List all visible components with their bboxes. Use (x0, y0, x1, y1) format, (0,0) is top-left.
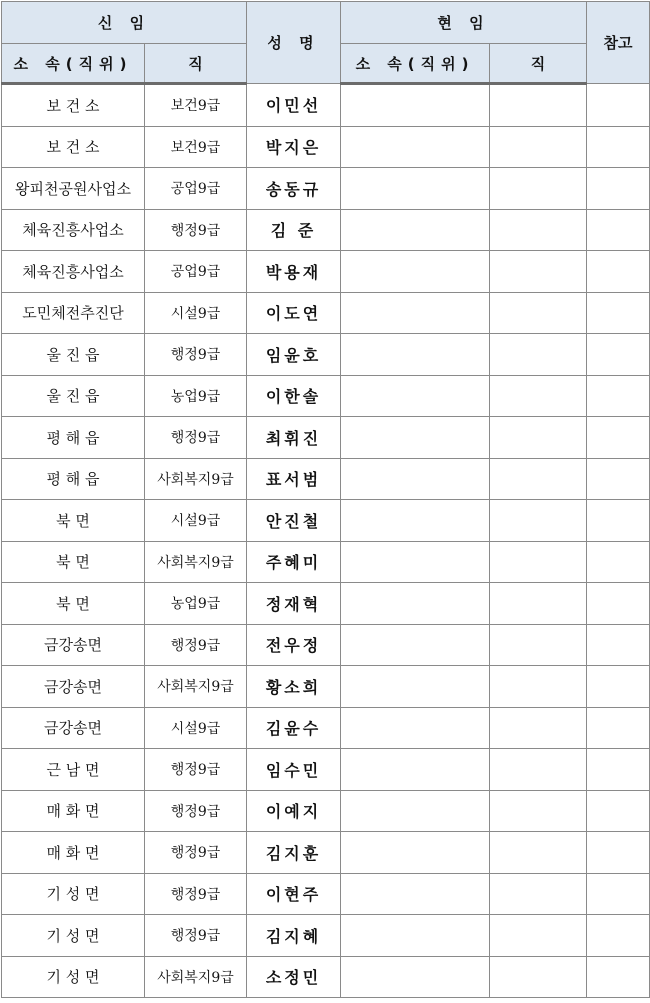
new-grade-cell: 사회복지9급 (145, 458, 247, 500)
current-affiliation-cell (341, 749, 490, 791)
note-cell (587, 334, 650, 376)
person-name-cell: 임수민 (247, 749, 341, 791)
new-affiliation-cell: 기 성 면 (2, 915, 145, 957)
table-row (2, 541, 650, 583)
note-cell (587, 500, 650, 542)
current-affiliation-cell (341, 292, 490, 334)
person-name-cell: 전우정 (247, 624, 341, 666)
new-grade-cell: 공업9급 (145, 168, 247, 210)
note-cell (587, 707, 650, 749)
note-cell (587, 583, 650, 625)
table-row (2, 209, 650, 251)
new-grade-cell: 사회복지9급 (145, 541, 247, 583)
table-row (2, 292, 650, 334)
person-name-cell: 이현주 (247, 873, 341, 915)
current-grade-cell (490, 168, 587, 210)
new-affiliation-cell: 보 건 소 (2, 126, 145, 168)
note-cell (587, 666, 650, 708)
current-affiliation-cell (341, 84, 490, 127)
table-row (2, 624, 650, 666)
current-affiliation-cell (341, 541, 490, 583)
note-cell (587, 541, 650, 583)
current-affiliation-cell (341, 168, 490, 210)
new-affiliation-cell: 왕피천공원사업소 (2, 168, 145, 210)
current-grade-cell (490, 209, 587, 251)
current-affiliation-cell (341, 458, 490, 500)
current-affiliation-cell (341, 956, 490, 998)
new-grade-cell: 사회복지9급 (145, 666, 247, 708)
person-name-cell: 박지은 (247, 126, 341, 168)
note-cell (587, 168, 650, 210)
current-grade-cell (490, 334, 587, 376)
table-row (2, 832, 650, 874)
table-row (2, 84, 650, 127)
person-name-cell: 임윤호 (247, 334, 341, 376)
new-affiliation-cell: 울 진 읍 (2, 375, 145, 417)
new-grade-cell: 농업9급 (145, 583, 247, 625)
new-affiliation-cell: 금강송면 (2, 624, 145, 666)
current-grade-cell (490, 417, 587, 459)
note-cell (587, 624, 650, 666)
current-grade-cell (490, 624, 587, 666)
current-grade-cell (490, 873, 587, 915)
note-cell (587, 956, 650, 998)
current-affiliation-cell (341, 417, 490, 459)
current-grade-cell (490, 666, 587, 708)
current-grade-header: 직 (490, 44, 587, 84)
new-affiliation-cell: 금강송면 (2, 707, 145, 749)
header-row-top (2, 2, 650, 44)
appointment-table (1, 1, 650, 998)
note-header: 참고 (587, 2, 650, 84)
note-cell (587, 832, 650, 874)
current-affiliation-cell (341, 666, 490, 708)
note-cell (587, 292, 650, 334)
new-grade-cell: 공업9급 (145, 251, 247, 293)
new-affiliation-cell: 매 화 면 (2, 832, 145, 874)
current-affiliation-cell (341, 790, 490, 832)
new-affiliation-header: 소 속(직위) (2, 44, 145, 84)
new-affiliation-cell: 북 면 (2, 541, 145, 583)
new-affiliation-cell: 기 성 면 (2, 956, 145, 998)
current-grade-cell (490, 832, 587, 874)
current-affiliation-cell (341, 500, 490, 542)
new-grade-cell: 시설9급 (145, 292, 247, 334)
table-row (2, 375, 650, 417)
current-grade-cell (490, 126, 587, 168)
table-row (2, 583, 650, 625)
new-affiliation-cell: 도민체전추진단 (2, 292, 145, 334)
new-grade-cell: 행정9급 (145, 915, 247, 957)
current-grade-cell (490, 458, 587, 500)
current-affiliation-header: 소 속(직위) (341, 44, 490, 84)
current-grade-cell (490, 541, 587, 583)
person-name-cell: 주혜미 (247, 541, 341, 583)
current-grade-cell (490, 749, 587, 791)
table-row (2, 707, 650, 749)
new-grade-cell: 행정9급 (145, 417, 247, 459)
new-affiliation-cell: 북 면 (2, 583, 145, 625)
current-affiliation-cell (341, 707, 490, 749)
table-body (2, 84, 650, 998)
new-grade-cell: 행정9급 (145, 873, 247, 915)
current-affiliation-cell (341, 375, 490, 417)
note-cell (587, 417, 650, 459)
note-cell (587, 126, 650, 168)
new-affiliation-cell: 보 건 소 (2, 84, 145, 127)
new-grade-cell: 행정9급 (145, 790, 247, 832)
current-grade-cell (490, 84, 587, 127)
current-affiliation-cell (341, 126, 490, 168)
current-grade-cell (490, 583, 587, 625)
new-affiliation-cell: 평 해 읍 (2, 417, 145, 459)
new-grade-cell: 시설9급 (145, 500, 247, 542)
new-affiliation-cell: 북 면 (2, 500, 145, 542)
current-grade-cell (490, 292, 587, 334)
person-name-cell: 최휘진 (247, 417, 341, 459)
table-row (2, 749, 650, 791)
current-appointment-header: 현 임 (341, 2, 587, 44)
table-row (2, 168, 650, 210)
new-grade-header: 직 (145, 44, 247, 84)
person-name-cell: 김윤수 (247, 707, 341, 749)
person-name-cell: 김 준 (247, 209, 341, 251)
table-row (2, 790, 650, 832)
table-row (2, 666, 650, 708)
table-row (2, 915, 650, 957)
new-affiliation-cell: 매 화 면 (2, 790, 145, 832)
note-cell (587, 790, 650, 832)
person-name-cell: 소정민 (247, 956, 341, 998)
new-appointment-header: 신 임 (2, 2, 247, 44)
new-affiliation-cell: 체육진흥사업소 (2, 251, 145, 293)
person-name-cell: 박용재 (247, 251, 341, 293)
table-row (2, 458, 650, 500)
person-name-cell: 안진철 (247, 500, 341, 542)
current-affiliation-cell (341, 583, 490, 625)
current-grade-cell (490, 956, 587, 998)
current-affiliation-cell (341, 832, 490, 874)
new-grade-cell: 행정9급 (145, 209, 247, 251)
new-affiliation-cell: 평 해 읍 (2, 458, 145, 500)
new-grade-cell: 시설9급 (145, 707, 247, 749)
new-grade-cell: 사회복지9급 (145, 956, 247, 998)
person-name-cell: 이민선 (247, 84, 341, 127)
current-grade-cell (490, 707, 587, 749)
table-row (2, 126, 650, 168)
note-cell (587, 458, 650, 500)
current-affiliation-cell (341, 334, 490, 376)
current-grade-cell (490, 500, 587, 542)
new-grade-cell: 농업9급 (145, 375, 247, 417)
table-row (2, 873, 650, 915)
new-affiliation-cell: 체육진흥사업소 (2, 209, 145, 251)
note-cell (587, 84, 650, 127)
note-cell (587, 251, 650, 293)
current-grade-cell (490, 251, 587, 293)
name-header: 성 명 (247, 2, 341, 84)
note-cell (587, 209, 650, 251)
new-grade-cell: 행정9급 (145, 624, 247, 666)
current-affiliation-cell (341, 251, 490, 293)
person-name-cell: 이도연 (247, 292, 341, 334)
current-affiliation-cell (341, 624, 490, 666)
new-grade-cell: 행정9급 (145, 334, 247, 376)
table-row (2, 251, 650, 293)
table-row (2, 500, 650, 542)
new-affiliation-cell: 근 남 면 (2, 749, 145, 791)
table-row (2, 417, 650, 459)
person-name-cell: 이예지 (247, 790, 341, 832)
new-affiliation-cell: 울 진 읍 (2, 334, 145, 376)
current-affiliation-cell (341, 209, 490, 251)
person-name-cell: 정재혁 (247, 583, 341, 625)
person-name-cell: 송동규 (247, 168, 341, 210)
new-affiliation-cell: 금강송면 (2, 666, 145, 708)
note-cell (587, 375, 650, 417)
person-name-cell: 김지혜 (247, 915, 341, 957)
table-header (2, 2, 650, 84)
current-grade-cell (490, 915, 587, 957)
person-name-cell: 김지훈 (247, 832, 341, 874)
current-grade-cell (490, 790, 587, 832)
current-affiliation-cell (341, 915, 490, 957)
note-cell (587, 749, 650, 791)
person-name-cell: 표서범 (247, 458, 341, 500)
table-row (2, 334, 650, 376)
new-grade-cell: 행정9급 (145, 749, 247, 791)
current-grade-cell (490, 375, 587, 417)
new-affiliation-cell: 기 성 면 (2, 873, 145, 915)
table-row (2, 956, 650, 998)
new-grade-cell: 보건9급 (145, 126, 247, 168)
current-affiliation-cell (341, 873, 490, 915)
new-grade-cell: 행정9급 (145, 832, 247, 874)
note-cell (587, 873, 650, 915)
person-name-cell: 황소희 (247, 666, 341, 708)
new-grade-cell: 보건9급 (145, 84, 247, 127)
note-cell (587, 915, 650, 957)
person-name-cell: 이한솔 (247, 375, 341, 417)
